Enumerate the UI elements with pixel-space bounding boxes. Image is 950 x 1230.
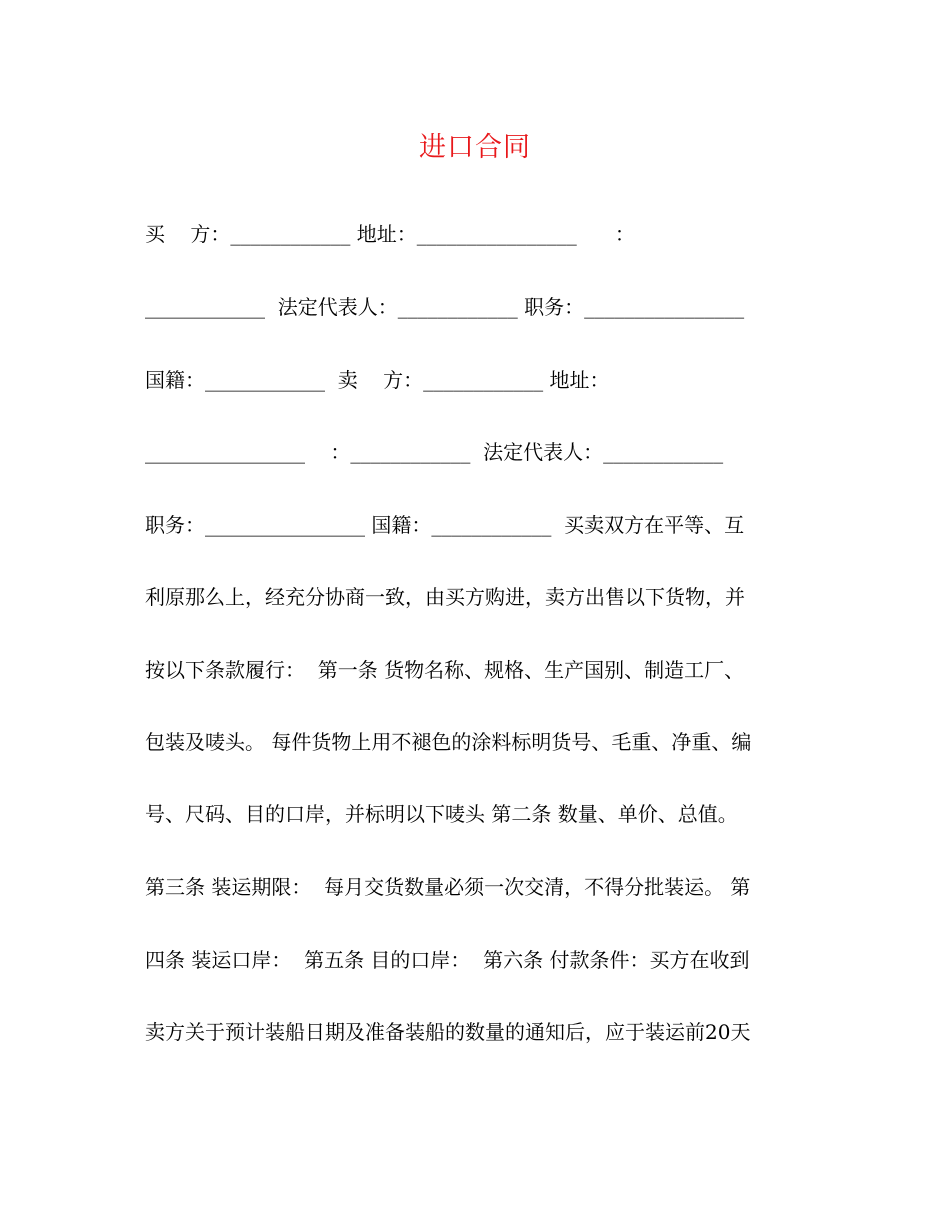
body-line-2: ____________ 法定代表人：____________ 职务：________________ bbox=[145, 295, 745, 319]
body-line-3: 国籍：____________ 卖 方：____________ 地址： bbox=[145, 368, 610, 392]
body-line-5: 职务：________________ 国籍：____________ 买卖双方在平等、互 bbox=[145, 513, 745, 537]
body-line-7: 按以下条款履行： 第一条 货物名称、规格、生产国别、制造工厂、 bbox=[145, 658, 745, 682]
body-line-1: 买 方：____________ 地址：________________ ： bbox=[145, 222, 635, 246]
body-line-10: 第三条 装运期限： 每月交货数量必须一次交清，不得分批装运。 第 bbox=[145, 875, 751, 899]
body-line-8: 包装及唛头。 每件货物上用不褪色的涂料标明货号、毛重、净重、编 bbox=[145, 730, 752, 754]
body-line-12: 卖方关于预计装船日期及准备装船的数量的通知后，应于装运前20天 bbox=[145, 1020, 751, 1044]
document-title: 进口合同 bbox=[419, 132, 531, 163]
body-line-6: 利原那么上，经充分协商一致，由买方购进，卖方出售以下货物，并 bbox=[145, 585, 745, 609]
body-line-4: ________________ ：____________ 法定代表人：____________ bbox=[145, 440, 724, 464]
body-line-11: 四条 装运口岸： 第五条 目的口岸： 第六条 付款条件：买方在收到 bbox=[145, 948, 750, 972]
body-line-9: 号、尺码、目的口岸，并标明以下唛头 第二条 数量、单价、总值。 bbox=[145, 802, 738, 826]
